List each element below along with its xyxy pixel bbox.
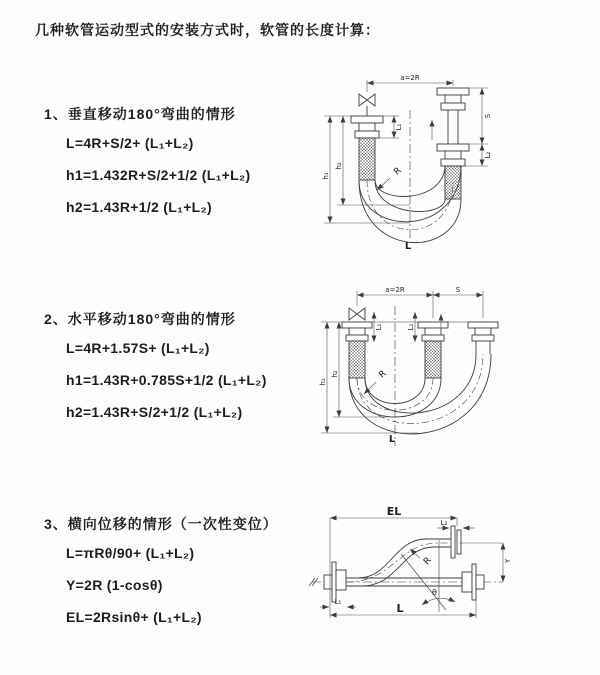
valve-icon [359, 94, 375, 116]
right-flange [468, 322, 498, 341]
braided-hose-middle [425, 341, 441, 378]
section-3-heading: 3、横向位移的情形（一次性变位） [44, 516, 278, 532]
upper-flange [451, 526, 461, 558]
radius-label: R [422, 555, 434, 568]
braided-hose-left [359, 138, 375, 180]
dim-label-l2: L₂ [484, 151, 492, 159]
section-2-heading: 2、水平移动180°弯曲的情形 [44, 311, 236, 327]
radius-leader [377, 178, 390, 190]
angle-arc [422, 598, 455, 605]
dim-label-s: S [484, 113, 492, 119]
dim-label-a2r: a=2R [400, 74, 420, 82]
right-flange-top [437, 88, 469, 110]
section-1-heading: 1、垂直移动180°弯曲的情形 [44, 106, 236, 122]
radius-label: R [392, 165, 404, 178]
dim-label-y: Y [504, 558, 512, 564]
diagram-lateral-displacement [298, 496, 600, 668]
dim-label-h2: h₂ [335, 162, 343, 170]
formula: L=πRθ/90+ (L₁+L₂) [66, 545, 195, 561]
formula: h1=1.432R+S/2+1/2 (L₁+L₂) [66, 167, 251, 183]
formula: h2=1.43R+1/2 (L₁+L₂) [66, 199, 213, 215]
dimension-lines [321, 291, 483, 433]
dim-label-a2r: a=2R [385, 286, 405, 294]
formula: Y=2R (1-cosθ) [66, 577, 163, 593]
right-flange [462, 564, 484, 600]
dim-label-l1: L₁ [395, 123, 403, 131]
dim-label-l1: L₁ [375, 323, 383, 331]
length-label: L [388, 434, 396, 445]
dimension-lines [324, 80, 488, 223]
dim-label-el: EL [386, 505, 402, 518]
braided-hose-right [445, 166, 461, 199]
formula: h2=1.43R+S/2+1/2 (L₁+L₂) [66, 404, 243, 420]
page-title: 几种软管运动型式的安装方式时，软管的长度计算： [35, 22, 380, 38]
diagram-vertical-180-bend [310, 68, 600, 258]
angle-label: θ [432, 588, 437, 597]
diagram-horizontal-180-bend [308, 278, 600, 468]
left-flange [351, 116, 383, 138]
middle-flange [418, 322, 448, 341]
formula: h1=1.43R+0.785S+1/2 (L₁+L₂) [66, 372, 267, 388]
formula: L=4R+1.57S+ (L₁+L₂) [66, 340, 210, 356]
formula: L=4R+S/2+ (L₁+L₂) [66, 135, 194, 151]
radius-label: R [377, 368, 389, 381]
dim-label-l2: L₂ [440, 519, 448, 527]
length-label: L [396, 602, 404, 615]
formula: EL=2Rsinθ+ (L₁+L₂) [66, 609, 202, 625]
braided-hose-left [349, 341, 365, 378]
dim-label-h2: h₂ [331, 370, 339, 378]
hose-displaced-position [346, 539, 451, 586]
length-label: L [404, 241, 412, 252]
left-flange [324, 562, 346, 602]
dim-label-h1: h₁ [322, 172, 330, 180]
left-flange [342, 322, 372, 341]
dim-label-s: S [455, 286, 461, 294]
valve-icon [349, 308, 365, 320]
dim-label-l1: L₁ [334, 598, 342, 606]
dim-label-l2: L₂ [407, 323, 415, 331]
dim-label-h1: h₁ [319, 378, 327, 386]
right-flange-lower [437, 144, 469, 166]
